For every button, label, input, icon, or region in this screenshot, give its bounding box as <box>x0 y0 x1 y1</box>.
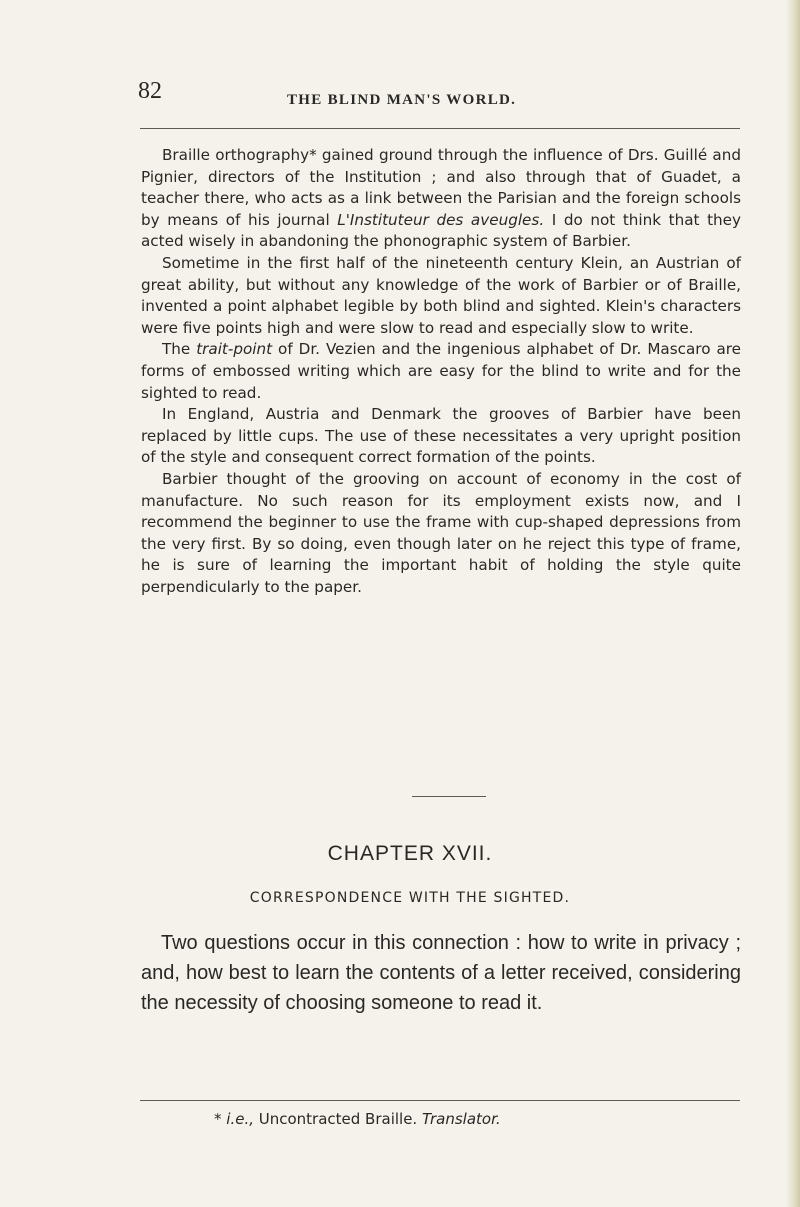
paragraph: In England, Austria and Denmark the grooves of Barbier have been replaced by little cups. The use of these necessitates a very upright position of the style and consequent correct formation of the points. <box>141 405 741 467</box>
footnote-abbrev: i.e., <box>226 1110 254 1128</box>
paragraph: Barbier thought of the grooving on account of economy in the cost of manufacture. No such reason for its employment exists now, and I recommend the beginner to use the frame with cup-shaped depressions from the very first. By so doing, even though later on he reject this type of frame, he is sure of learning the important habit of holding the style quite perpendicularly to the paper. <box>141 469 741 596</box>
paragraph-text: Braille orthography* gained ground through the influence of Drs. Guillé and Pignier, directors of the Institution ; and also through that of Guadet, a teacher there, who acts as a link between the Parisian and the foreign schools by means of his journal <box>141 146 741 229</box>
chapter-body <box>141 928 741 1018</box>
page-edge-shadow <box>786 0 800 1207</box>
body-text <box>141 145 741 598</box>
chapter-divider <box>412 796 486 797</box>
journal-title: L'Instituteur des aveugles. <box>337 210 545 229</box>
footnote <box>214 1110 501 1128</box>
paragraph: Two questions occur in this connection : how to write in privacy ; and, how best to learn the contents of a letter received, considering the necessity of choosing someone to read it. <box>141 932 741 1014</box>
chapter-subtitle: CORRESPONDENCE WITH THE SIGHTED. <box>249 890 571 906</box>
page-number: 82 <box>138 78 162 104</box>
paragraph: Sometime in the first half of the nineteenth century Klein, an Austrian of great ability, but without any knowledge of the work of Barbier or of Braille, invented a point alphabet legible by both blind and sighted. Klein's characters were five points high and were slow to read and especially slow to write. <box>141 253 741 337</box>
footnote-marker: * <box>214 1110 227 1128</box>
footnote-rule <box>140 1100 740 1101</box>
italic-term: trait-point <box>196 340 273 359</box>
header-rule <box>140 128 740 129</box>
paragraph <box>141 339 741 404</box>
footnote-text: Uncontracted Braille. <box>253 1110 422 1128</box>
paragraph-text: I do not think that they acted wisely in abandoning the phonographic system of Barbier. <box>141 210 741 251</box>
footnote-attribution: Translator. <box>421 1110 501 1128</box>
paragraph-text: of Dr. Vezien and the ingenious alphabet of Dr. Mascaro are forms of embossed writing which are easy for the blind to write and for the sighted to read. <box>141 340 742 402</box>
running-head: THE BLIND MAN'S WORLD. <box>287 92 517 108</box>
paragraph <box>141 145 741 253</box>
chapter-title: CHAPTER XVII. <box>327 842 493 865</box>
paragraph-text: The <box>162 340 197 359</box>
